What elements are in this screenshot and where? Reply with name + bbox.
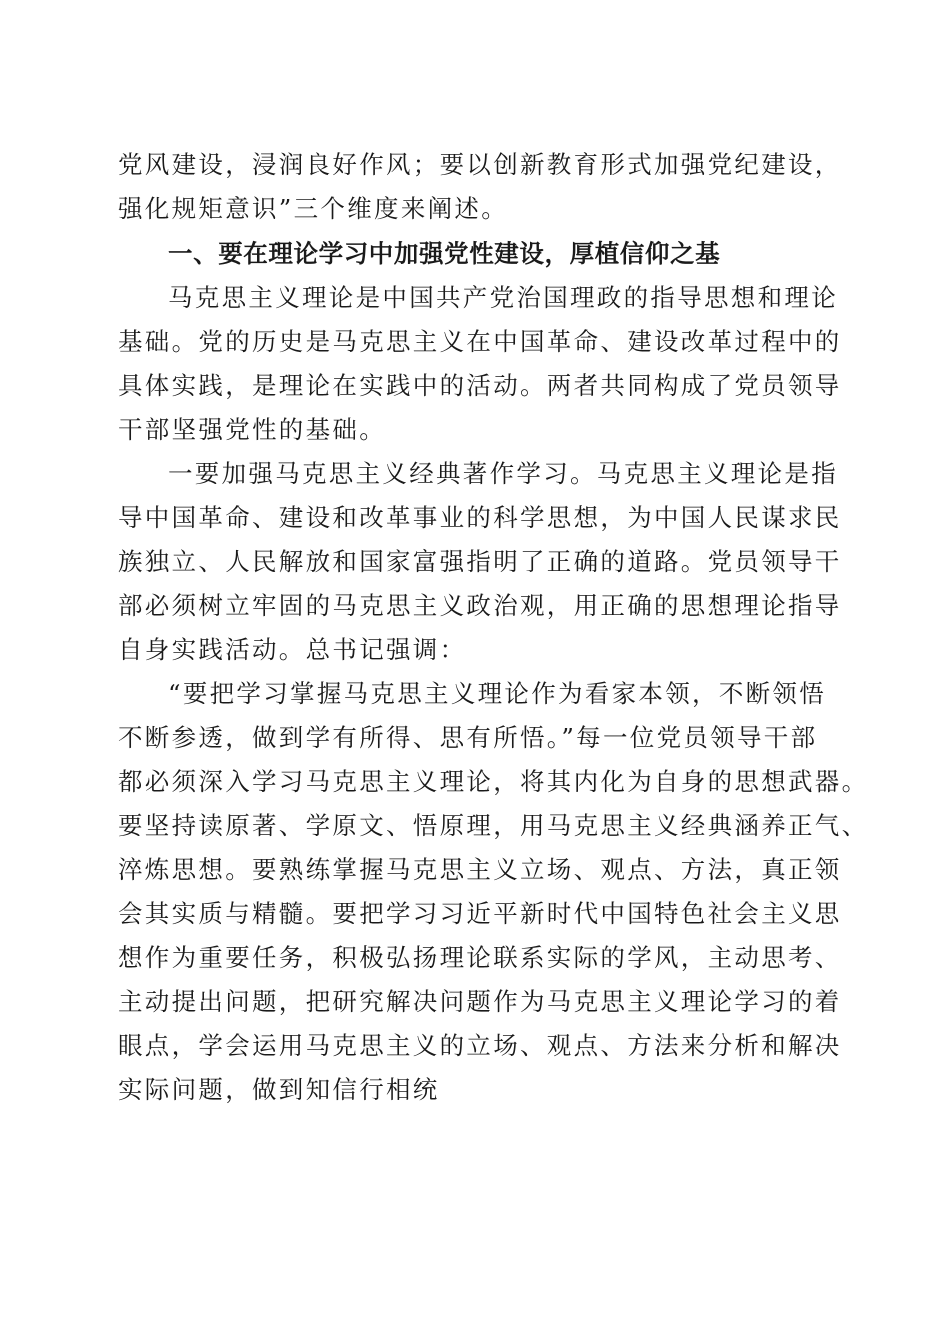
paragraph-line: 一要加强马克思主义经典著作学习。马克思主义理论是指 <box>168 459 838 488</box>
quote-line: “要把学习掌握马克思主义理论作为看家本领，不断领悟 <box>168 679 827 708</box>
section-heading: 一、要在理论学习中加强党性建设，厚植信仰之基 <box>168 239 721 268</box>
paragraph-line: 族独立、人民解放和国家富强指明了正确的道路。党员领导干 <box>118 547 842 576</box>
paragraph-line: 要坚持读原著、学原文、悟原理，用马克思主义经典涵养正气、 <box>118 811 869 840</box>
paragraph-line: 基础。党的历史是马克思主义在中国革命、建设改革过程中的 <box>118 327 842 356</box>
intro-line: 党风建设，浸润良好作风；要以创新教育形式加强党纪建设， <box>118 150 842 179</box>
paragraph-line: 部必须树立牢固的马克思主义政治观，用正确的思想理论指导 <box>118 591 842 620</box>
paragraph-line: 想作为重要任务，积极弘扬理论联系实际的学风，主动思考、 <box>118 943 842 972</box>
paragraph-line: 自身实践活动。总书记强调： <box>118 635 467 664</box>
paragraph-line: 导中国革命、建设和改革事业的科学思想，为中国人民谋求民 <box>118 503 842 532</box>
paragraph-line: 具体实践，是理论在实践中的活动。两者共同构成了党员领导 <box>118 371 842 400</box>
paragraph-line: 主动提出问题，把研究解决问题作为马克思主义理论学习的着 <box>118 987 842 1016</box>
paragraph-line: 干部坚强党性的基础。 <box>118 415 386 444</box>
paragraph-line: 都必须深入学习马克思主义理论，将其内化为自身的思想武器。 <box>118 767 869 796</box>
paragraph-line: 会其实质与精髓。要把学习习近平新时代中国特色社会主义思 <box>118 899 842 928</box>
intro-line: 强化规矩意识”三个维度来阐述。 <box>118 194 509 223</box>
paragraph-line: 不断参透，做到学有所得、思有所悟。”每一位党员领导干部 <box>118 723 818 752</box>
paragraph-line: 淬炼思想。要熟练掌握马克思主义立场、观点、方法，真正领 <box>118 855 842 884</box>
paragraph-line: 眼点，学会运用马克思主义的立场、观点、方法来分析和解决 <box>118 1031 842 1060</box>
paragraph-line: 实际问题，做到知信行相统 <box>118 1075 440 1104</box>
paragraph-line: 马克思主义理论是中国共产党治国理政的指导思想和理论 <box>168 283 838 312</box>
